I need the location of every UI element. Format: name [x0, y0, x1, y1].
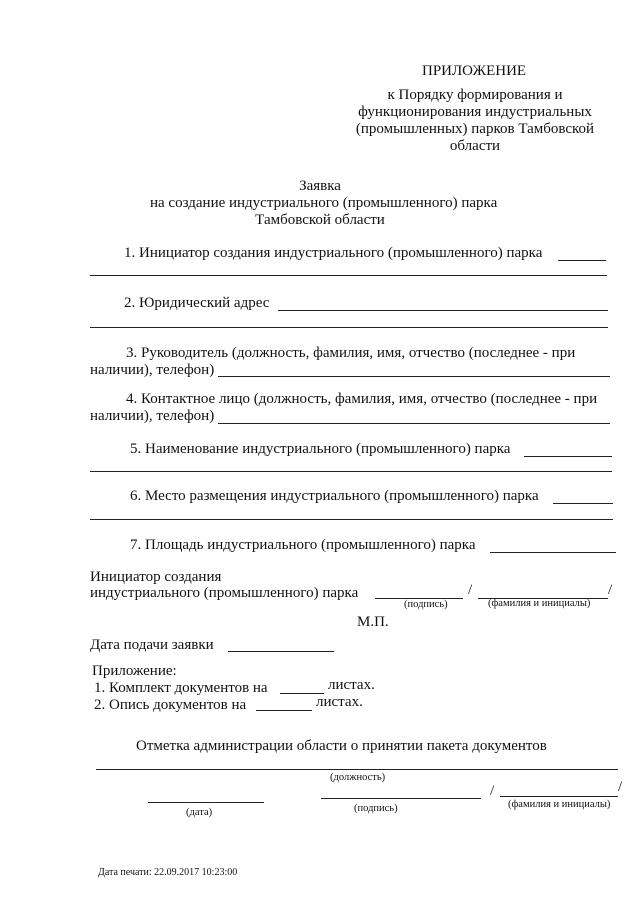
appendix-title: ПРИЛОЖЕНИЕ	[422, 63, 527, 79]
signature-label-2: индустриального (промышленного) парка	[90, 585, 359, 601]
signature-separator-2: /	[608, 582, 613, 598]
item-4-label-b: наличии), телефон)	[90, 408, 215, 424]
header-line-3: (промышленных) парков Тамбовской	[355, 121, 595, 137]
item-4-label-a: 4. Контактное лицо (должность, фамилия, имя, отчество (последнее - при	[126, 391, 598, 407]
admin-mark-title: Отметка администрации области о принятии пакета документов	[136, 738, 547, 754]
header-line-2: функционирования индустриальных	[358, 104, 592, 120]
admin-position-caption: (должность)	[330, 772, 386, 783]
admin-date-field[interactable]	[148, 802, 264, 803]
attachment-2-suffix: листах.	[316, 694, 363, 710]
item-7-label: 7. Площадь индустриального (промышленного) парка	[130, 537, 476, 553]
item-4-field[interactable]	[218, 423, 610, 424]
attachment-1-label: 1. Комплект документов на	[94, 680, 268, 696]
signature-sign-caption: (подпись)	[404, 599, 448, 610]
item-1-label: 1. Инициатор создания индустриального (промышленного) парка	[124, 245, 543, 261]
item-1-field[interactable]	[558, 260, 606, 261]
header-line-1: к Порядку формирования и	[387, 87, 563, 103]
stamp-place: М.П.	[357, 614, 389, 630]
admin-date-caption: (дата)	[186, 807, 213, 818]
header-line-4: области	[449, 138, 501, 154]
signature-name-caption: (фамилия и инициалы)	[488, 598, 591, 609]
admin-name-caption: (фамилия и инициалы)	[508, 799, 611, 810]
item-7-field[interactable]	[490, 552, 616, 553]
admin-position-field[interactable]	[96, 769, 618, 770]
admin-separator-1: /	[490, 783, 495, 799]
submission-date-field[interactable]	[228, 651, 334, 652]
submission-date-label: Дата подачи заявки	[90, 637, 214, 653]
admin-name-field[interactable]	[500, 796, 618, 797]
attachment-title: Приложение:	[92, 663, 177, 679]
signature-separator-1: /	[468, 582, 473, 598]
item-3-label-b: наличии), телефон)	[90, 362, 215, 378]
item-2-field-line-2[interactable]	[90, 327, 608, 328]
item-3-field[interactable]	[218, 376, 610, 377]
item-6-field-line-2[interactable]	[90, 519, 613, 520]
signature-label-1: Инициатор создания	[90, 569, 222, 585]
item-6-field[interactable]	[553, 503, 613, 504]
item-2-label: 2. Юридический адрес	[124, 295, 270, 311]
attachment-2-sheets-field[interactable]	[256, 710, 312, 711]
admin-sign-field[interactable]	[321, 798, 481, 799]
item-3-label-a: 3. Руководитель (должность, фамилия, имя, отчество (последнее - при	[126, 345, 576, 361]
item-5-label: 5. Наименование индустриального (промышленного) парка	[130, 441, 511, 457]
attachment-2-label: 2. Опись документов на	[94, 697, 247, 713]
item-6-label: 6. Место размещения индустриального (промышленного) парка	[130, 488, 539, 504]
print-date: Дата печати: 22.09.2017 10:23:00	[98, 867, 238, 878]
item-5-field[interactable]	[524, 456, 612, 457]
attachment-1-suffix: листах.	[328, 677, 375, 693]
item-2-field[interactable]	[278, 310, 608, 311]
heading-line-3: Тамбовской области	[255, 212, 385, 228]
heading-line-1: Заявка	[299, 178, 341, 194]
admin-sign-caption: (подпись)	[354, 803, 398, 814]
heading-line-2: на создание индустриального (промышленного) парка	[150, 195, 498, 211]
item-5-field-line-2[interactable]	[90, 471, 612, 472]
admin-separator-2: /	[618, 779, 623, 795]
item-1-field-line-2[interactable]	[90, 275, 607, 276]
